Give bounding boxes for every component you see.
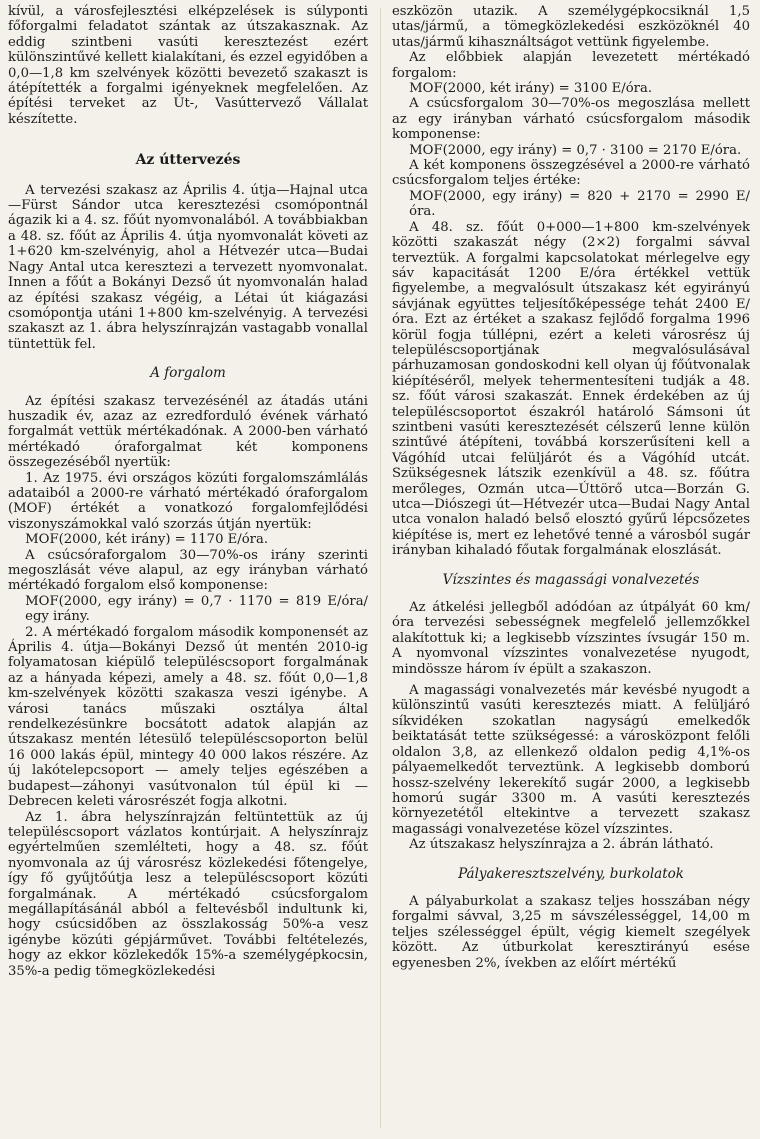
formula-mof-4: MOF(2000, egy irány) = 0,7 · 3100 = 2170 E/óra. bbox=[409, 142, 742, 158]
paragraph-continuation: eszközön utazik. A személygépkocsiknál 1,5 utas/jármű, a tömegközlekedési eszközöknél 40 utas/jármű kihasználtságot vettünk figyelembe. bbox=[392, 4, 750, 50]
column-gutter bbox=[380, 8, 381, 1128]
section-heading-palya: Pályakeresztszelvény, burkolatok bbox=[458, 865, 684, 882]
section-heading-forgalom: A forgalom bbox=[150, 365, 226, 382]
paragraph-forgalom-1: Az építési szakasz tervezésénél az átadás utáni huszadik év, azaz az ezredforduló évének várható forgalmát vettük mértékadónak. A 2000-ben várható mértékadó óraforgalmat két komponens összegezéséből nyertük: bbox=[8, 393, 368, 471]
paragraph-komponens-2: 2. A mértékadó forgalom második komponensét az Április 4. útja—Bokányi Dezső út mentén 2010-ig folyamatosan kiépülő településcsoport forgalmának az a hányada képezi, amely a 48. sz. főút 0,0—1,8 km-szelvények közötti szakasza veszi igénybe. A városi tanács műszaki osztálya által rendelkezésünkre bocsátott adatok alapján az útszakasz mentén létesülő településcsoporton belül 16 000 lakás épül, mintegy 40 000 lakos részére. Az új lakótelepcsoport — amely teljes egészében a budapest—záhonyi vasútvonalon túl épül ki — Debrecen keleti városrészét fogja alkotni. bbox=[8, 624, 368, 810]
section-heading-uttervezes: Az úttervezés bbox=[135, 152, 241, 169]
formula-mof-1: MOF(2000, két irány) = 1170 E/óra. bbox=[25, 532, 269, 548]
right-column bbox=[392, 4, 750, 971]
formula-mof-2: MOF(2000, egy irány) = 0,7 · 1170 = 819 E/óra/ egy irány. bbox=[25, 593, 368, 625]
paragraph-vizszintes-2: A magassági vonalvezetés már kevésbé nyugodt a különszintű vasúti keresztezés miatt. A felüljáró síkvidéken szokatlan nagyságú emelkedők beiktatását tette szükségessé: a városközpont felőli oldalon 3,8, az ellenkező oldalon pedig 4,1%-os pályaemelkedőt terveztünk. A legkisebb domború hossz-szelvény lekerekítő sugár 2000, a legkisebb homorú sugár 3300 m. A vasúti keresztezés környezetétől eltekintve a tervezett szakasz magassági vonalvezetése közel vízszintes. bbox=[392, 683, 750, 837]
paragraph-uttervezes: A tervezési szakasz az Április 4. útja—Hajnal utca—Fürst Sándor utca keresztezési csomópontnál ágazik ki a 4. sz. főút nyomvonalából. A továbbiakban a 48. sz. főút az Április 4. útja nyomvonalát követi az 1+620 km-szelvényig, ahol a Hétvezér utca—Budai Nagy Antal utca keresztezi a tervezett nyomvonalat. Innen a főút a Bokányi Dezső út nyomvonalán halad az építési szakasz végéig, a Létai út kiágazási csomópontja utáni 1+800 km-szelvényig. A tervezési szakaszt az 1. ábra helyszínrajzán vastagabb vonallal tüntettük fel. bbox=[8, 182, 368, 352]
formula-mof-5: MOF(2000, egy irány) = 820 + 2170 = 2990 E/óra. bbox=[409, 188, 750, 220]
formula-mof-3: MOF(2000, két irány) = 3100 E/óra. bbox=[409, 81, 653, 97]
paragraph-palya: A pályaburkolat a szakasz teljes hosszában négy forgalmi sávval, 3,25 m sávszélességgel, 14,00 m teljes szélességgel épült, végig kiemelt szegélyek között. Az útburkolat keresztirányú esése egyenesben 2%, ívekben az előírt mértékű bbox=[392, 893, 750, 971]
intro-paragraph: kívül, a városfejlesztési elképzelések is súlyponti főforgalmi feladatot szántak az útszakasznak. Az eddig szintbeni vasúti keresztezést ezért különszintűvé kellett kialakítani, és ezzel egyidőben a 0,0—1,8 km szelvények közötti bevezető szakaszt is átépítették a forgalmi igényeknek megfelelően. Az építési terveket az Út-, Vasúttervező Vállalat készítette. bbox=[8, 4, 369, 127]
paragraph-csucs-2: A csúcsforgalom 30—70%-os megoszlása mellett az egy irányban várható csúcsforgalom második komponense: bbox=[392, 96, 750, 143]
paragraph-48-fout: A 48. sz. főút 0+000—1+800 km-szelvények közötti szakaszát négy (2×2) forgalmi sávval terveztük. A forgalmi kapcsolatokat mérlegelve egy sáv kapacitását 1200 E/óra értékkel vettük figyelembe, a megvalósult útszakasz két egyirányú sávjának együttes teljesítőképessége tehát 2400 E/óra. Ezt az értéket a szakasz fejlődő forgalma 1996 körül fogja túllépni, ezért a keleti városrész új településcsoportjának megvalósulásával párhuzamosan gondoskodni kell olyan új főútvonalak kiépítéséről, melyek tehermentesíteni tudják a 48. sz. főút városi szakaszát. Ennek érdekében az új településcsoportot északról határoló Sámsoni út szintbeni vasúti keresztezését célszerű lenne külön szintűvé átépíteni, továbbá korszerűsíteni kell a Vágóhíd utcai felüljárót és a Vágóhíd utcát. Szükségesnek látszik ezenkívül a 48. sz. főútra merőleges, Ozmán utca—Úttörő utca—Borzán G. utca—Diószegi út—Hétvezér utca—Budai Nagy Antal utca vonalon haladó belső elosztó gyűrű lépcsőzetes kiépítése is, mert ez lehetővé tenné a városból sugár irányban kihaladó főutak forgalmának eloszlását. bbox=[392, 219, 750, 559]
paragraph-vizszintes-1: Az átkelési jellegből adódóan az útpályát 60 km/óra tervezési sebességnek megfelelő jellemzőkkel alakítottuk ki; a legkisebb vízszintes ívsugár 150 m. A nyomvonal vízszintes vonalvezetése nyugodt, mindössze három ív épült a szakaszon. bbox=[392, 600, 750, 677]
paragraph-ket-komponens: A két komponens összegzésével a 2000-re várható csúcsforgalom teljes értéke: bbox=[392, 158, 750, 189]
paragraph-abra-1: Az 1. ábra helyszínrajzán feltüntettük az új településcsoport vázlatos kontúrjait. A helyszínrajz egyértelműen szemlélteti, hogy a 48. sz. főút nyomvonala az új városrész közlekedési főtengelye, így fő gyűjtőútja lesz a településcsoport közúti forgalmának. A mértékadó csúcsforgalom megállapításánál abból a feltevésből indultunk ki, hogy csúcsidőben az összlakosság 50%-a vesz igénybe közúti gépjárművet. További feltételezés, hogy az ekkor közlekedők 15%-a személygépkocsin, 35%-a pedig tömegközlekedési bbox=[8, 809, 368, 979]
section-heading-vonalvezetes: Vízszintes és magassági vonalvezetés bbox=[442, 571, 700, 588]
paragraph-csucs-1: A csúcsóraforgalom 30—70%-os irány szerinti megoszlását véve alapul, az egy irányban várható mértékadó forgalom első komponense: bbox=[8, 547, 368, 594]
paragraph-forgalom-2: 1. Az 1975. évi országos közúti forgalomszámlálás adataiból a 2000-re várható mértékadó óraforgalom (MOF) értékét a vonatkozó forgalomfejlődési viszonyszámokkal való szorzás útján nyertük: bbox=[8, 470, 368, 532]
paragraph-elobbiek: Az előbbiek alapján levezetett mértékadó forgalom: bbox=[392, 50, 750, 81]
left-column bbox=[8, 4, 368, 979]
paragraph-abra-2: Az útszakasz helyszínrajza a 2. ábrán látható. bbox=[409, 837, 714, 853]
